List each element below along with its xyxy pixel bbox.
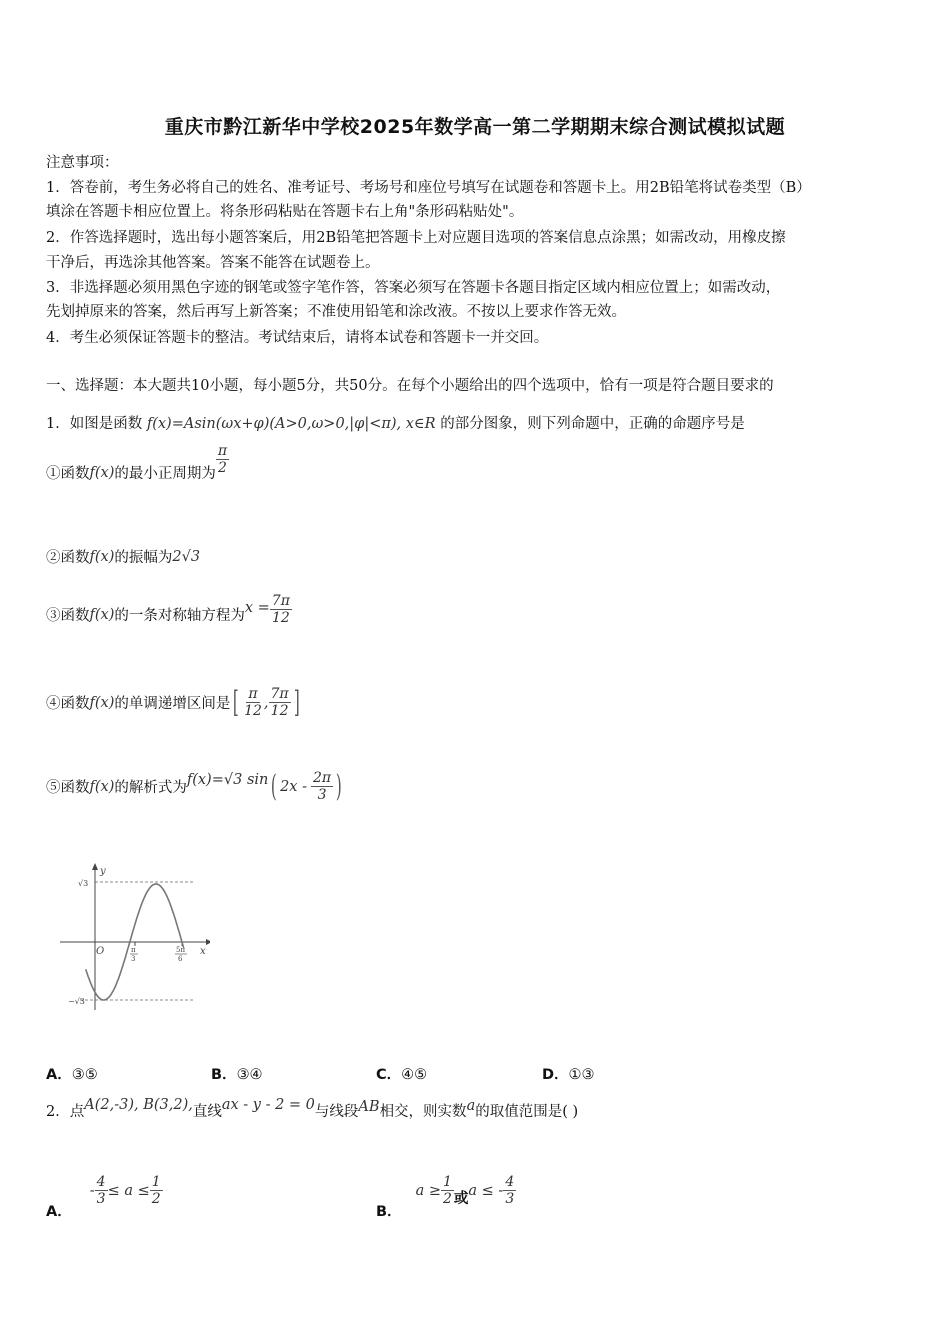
- option-d-label: D．: [542, 1067, 569, 1083]
- q2-b-frac1: [441, 1174, 454, 1207]
- q1-prefix: 1．如图是函数: [46, 416, 143, 432]
- q2-b-n2: 4: [505, 1174, 515, 1190]
- q2-b-d1: 2: [442, 1191, 452, 1207]
- q2-a-d2: 2: [151, 1191, 161, 1207]
- statement-2: [46, 546, 200, 567]
- left-paren: (: [271, 768, 278, 804]
- q2-mid1: 直线: [192, 1104, 222, 1120]
- note-1-line-2: 填涂在答题卡相应位置上。将条形码粘贴在答题卡右上角"条形码粘贴处"。: [46, 204, 524, 220]
- option-c-label: C．: [376, 1067, 402, 1083]
- s5-lhs: f(x)=√3 sin: [186, 771, 269, 788]
- q2-b-d2: 3: [505, 1191, 515, 1207]
- s1-den: 2: [218, 460, 227, 476]
- s4-b-den: 12: [270, 703, 289, 719]
- left-bracket: [: [233, 684, 240, 720]
- q2-prefix: 2．点: [46, 1104, 85, 1120]
- s3-fx: f(x): [89, 606, 115, 623]
- note-4: 4．考生必须保证答题卡的整洁。考试结束后，请将本试卷和答题卡一并交回。: [46, 330, 549, 346]
- s5-label: ⑤函数: [46, 780, 90, 796]
- q1-formula: f(x)=Asin(ωx+φ)(A>0,ω>0,|φ|<π), x∈R: [146, 416, 436, 432]
- s1-text: 的最小正周期为: [114, 466, 216, 482]
- s3-text: 的一条对称轴方程为: [114, 608, 245, 624]
- q2-suffix: 的取值范围是( ): [475, 1104, 579, 1120]
- tick2-num: 5π: [176, 946, 186, 954]
- option-b-text: ③④: [236, 1067, 263, 1083]
- q2-option-a[interactable]: [46, 1160, 163, 1221]
- option-a[interactable]: [46, 1063, 98, 1084]
- q2-a-d1: 3: [96, 1191, 106, 1207]
- section-heading: 一、选择题：本大题共10小题，每小题5分，共50分。在每个小题给出的四个选项中，恰有一项是符合题目要求的: [46, 378, 774, 394]
- s5-num: 2π: [313, 770, 332, 786]
- x-label: x: [200, 946, 206, 957]
- option-b[interactable]: [211, 1063, 263, 1084]
- statement-5: [46, 770, 345, 803]
- y-axis-arrow: [92, 863, 98, 870]
- s2-value: 2√3: [172, 548, 201, 565]
- y-label: y: [100, 866, 106, 877]
- s3-x: x =: [244, 599, 270, 616]
- s5-text: 的解析式为: [114, 780, 187, 796]
- option-d-text: ①③: [568, 1067, 595, 1083]
- q2-mid2: 与线段: [314, 1104, 359, 1120]
- q2-option-b[interactable]: [376, 1160, 516, 1221]
- origin-label: O: [96, 946, 105, 957]
- s4-fraction-b: [269, 686, 291, 719]
- s3-fraction: [270, 593, 292, 626]
- q2-mid3: 相交，则实数: [379, 1104, 467, 1120]
- right-paren: ): [336, 768, 342, 804]
- note-1-line-1: 1．答卷前，考生务必将自己的姓名、准考证号、考场号和座位号填写在试题卷和答题卡上。用2B铅笔将试卷类型（B）: [46, 180, 811, 196]
- q2-line-eq: ax - y - 2 = 0: [221, 1097, 315, 1113]
- s4-label: ④函数: [46, 696, 90, 712]
- q2-var: a: [466, 1098, 476, 1114]
- q2-a-label: A．: [46, 1204, 72, 1220]
- question-2-stem: [46, 1097, 579, 1122]
- note-3-line-1: 3．非选择题必须用黑色字迹的钢笔或签字笔作答，答案必须写在答题卡各题目指定区域内相应位置上；如需改动，: [46, 280, 781, 296]
- q2-a-n1: 4: [96, 1174, 106, 1190]
- s5-inner: 2x -: [280, 778, 307, 795]
- y-max-label: √3: [78, 879, 89, 888]
- page-title: 重庆市黔江新华中学校2025年数学高一第二学期期末综合测试模拟试题: [164, 116, 786, 138]
- note-2-line-1: 2．作答选择题时，选出每小题答案后，用2B铅笔把答题卡上对应题目选项的答案信息点涂黑；如需改动，用橡皮擦: [46, 230, 786, 246]
- q2-points: A(2,-3), B(3,2),: [84, 1097, 193, 1113]
- s1-num: π: [217, 443, 228, 459]
- s4-fraction-a: [242, 686, 264, 719]
- q2-a-minus: -: [89, 1182, 95, 1199]
- s1-fraction: [216, 443, 229, 476]
- tick2-den: 6: [178, 955, 183, 963]
- q2-a-n2: 1: [151, 1174, 161, 1190]
- s4-b-num: 7π: [270, 686, 289, 702]
- s1-label: ①函数: [46, 466, 90, 482]
- comma: ,: [263, 694, 269, 711]
- s4-a-num: π: [248, 686, 258, 702]
- q2-b-mid: a ≤ -: [468, 1182, 504, 1199]
- tick1-num: π: [131, 946, 136, 954]
- s5-fx: f(x): [89, 778, 115, 795]
- s5-den: 3: [317, 787, 327, 803]
- s3-den: 12: [271, 610, 290, 626]
- option-a-label: A．: [46, 1067, 72, 1083]
- y-min-label: −√3: [68, 997, 85, 1006]
- notes-heading: 注意事项：: [46, 155, 119, 171]
- s2-text: 的振幅为: [114, 550, 173, 566]
- s4-text: 的单调递增区间是: [114, 696, 231, 712]
- s5-fraction: [311, 770, 333, 803]
- s4-a-den: 12: [244, 703, 262, 719]
- q2-a-frac2: [150, 1174, 163, 1207]
- s3-num: 7π: [271, 593, 290, 609]
- option-d[interactable]: [542, 1063, 595, 1084]
- question-1-stem: [46, 414, 745, 434]
- note-2-line-2: 干净后，再选涂其他答案。答案不能答在试题卷上。: [46, 255, 380, 271]
- x-axis-arrow: [206, 939, 210, 945]
- s2-fx: f(x): [89, 548, 115, 565]
- q2-a-frac1: [95, 1174, 108, 1207]
- tick1-den: 3: [131, 955, 136, 963]
- s3-label: ③函数: [46, 608, 90, 624]
- right-bracket: ]: [293, 684, 300, 720]
- option-a-text: ③⑤: [71, 1067, 98, 1083]
- function-graph: [60, 862, 210, 1012]
- option-b-label: B．: [211, 1067, 237, 1083]
- s2-label: ②函数: [46, 550, 90, 566]
- option-c[interactable]: [376, 1063, 427, 1084]
- q2-b-n1: 1: [442, 1174, 452, 1190]
- q2-segment: AB: [358, 1099, 380, 1115]
- q2-b-label: B．: [376, 1204, 402, 1220]
- s4-fx: f(x): [89, 694, 115, 711]
- q1-suffix: 的部分图象，则下列命题中，正确的命题序号是: [440, 416, 745, 432]
- option-c-text: ④⑤: [401, 1067, 428, 1083]
- q2-b-or: 或: [453, 1190, 469, 1207]
- q2-b-frac2: [503, 1174, 516, 1207]
- q2-a-mid: ≤ a ≤: [107, 1182, 150, 1199]
- q2-b-pre: a ≥: [415, 1182, 441, 1199]
- statement-4: [46, 686, 302, 719]
- s1-fx: f(x): [89, 464, 115, 481]
- statement-1: [46, 443, 229, 483]
- note-3-line-2: 先划掉原来的答案，然后再写上新答案；不准使用铅笔和涂改液。不按以上要求作答无效。: [46, 304, 626, 320]
